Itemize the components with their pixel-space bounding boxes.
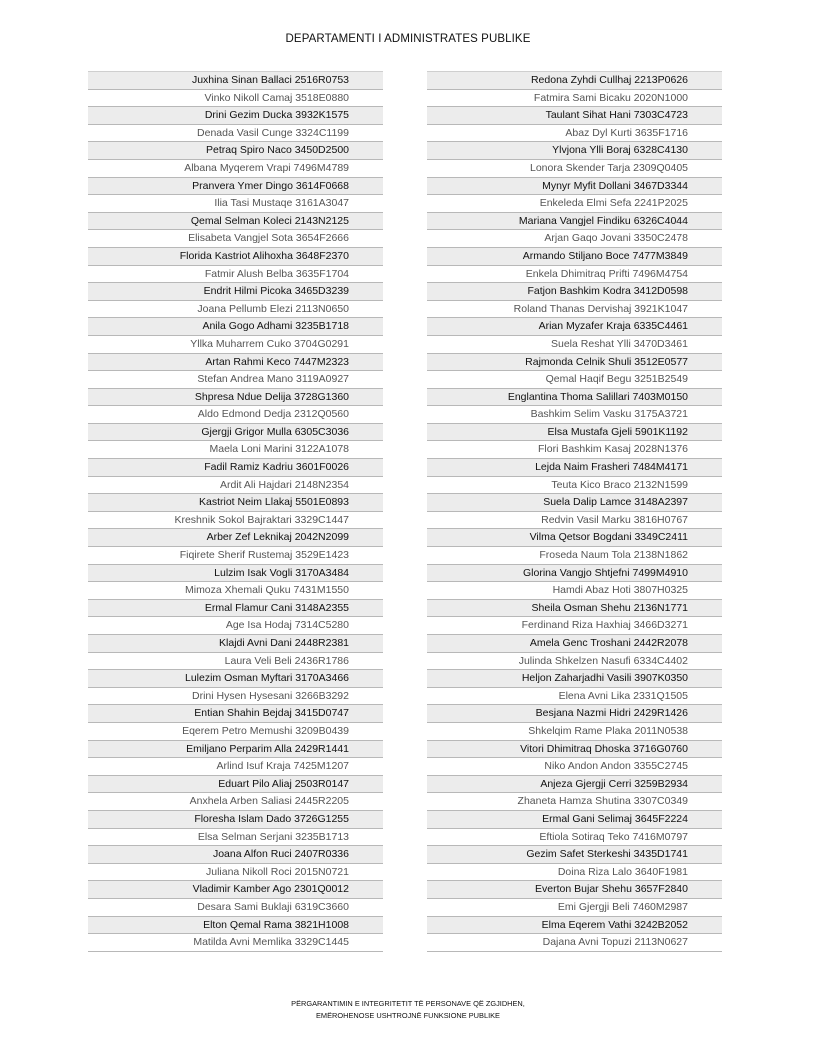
list-item: Vitori Dhimitraq Dhoska 3716G0760 xyxy=(427,741,722,759)
list-item: Emiljano Perparim Alla 2429R1441 xyxy=(88,741,383,759)
list-item: Albana Myqerem Vrapi 7496M4789 xyxy=(88,160,383,178)
list-item: Teuta Kico Braco 2132N1599 xyxy=(427,477,722,495)
list-item: Flori Bashkim Kasaj 2028N1376 xyxy=(427,441,722,459)
list-item: Sheila Osman Shehu 2136N1771 xyxy=(427,600,722,618)
list-item: Mariana Vangjel Findiku 6326C4044 xyxy=(427,213,722,231)
list-item: Vilma Qetsor Bogdani 3349C2411 xyxy=(427,529,722,547)
list-item: Eduart Pilo Aliaj 2503R0147 xyxy=(88,776,383,794)
list-item: Bashkim Selim Vasku 3175A3721 xyxy=(427,406,722,424)
list-item: Redona Zyhdi Cullhaj 2213P0626 xyxy=(427,72,722,90)
list-item: Eftiola Sotiraq Teko 7416M0797 xyxy=(427,829,722,847)
list-item: Stefan Andrea Mano 3119A0927 xyxy=(88,371,383,389)
list-item: Arian Myzafer Kraja 6335C4461 xyxy=(427,318,722,336)
list-item: Petraq Spiro Naco 3450D2500 xyxy=(88,142,383,160)
list-item: Elsa Selman Serjani 3235B1713 xyxy=(88,829,383,847)
list-item: Taulant Sihat Hani 7303C4723 xyxy=(427,107,722,125)
list-item: Besjana Nazmi Hidri 2429R1426 xyxy=(427,705,722,723)
list-item: Joana Alfon Ruci 2407R0336 xyxy=(88,846,383,864)
list-item: Everton Bujar Shehu 3657F2840 xyxy=(427,881,722,899)
list-item: Fatjon Bashkim Kodra 3412D0598 xyxy=(427,283,722,301)
list-item: Glorina Vangjo Shtjefni 7499M4910 xyxy=(427,565,722,583)
list-item: Shpresa Ndue Delija 3728G1360 xyxy=(88,389,383,407)
list-item: Laura Veli Beli 2436R1786 xyxy=(88,653,383,671)
right-name-column xyxy=(427,71,722,952)
footer xyxy=(0,998,816,1022)
list-item: Ilia Tasi Mustaqe 3161A3047 xyxy=(88,195,383,213)
list-item: Gezim Safet Sterkeshi 3435D1741 xyxy=(427,846,722,864)
list-item: Englantina Thoma Salillari 7403M0150 xyxy=(427,389,722,407)
list-item: Matilda Avni Memlika 3329C1445 xyxy=(88,934,383,952)
list-item: Florida Kastriot Alihoxha 3648F2370 xyxy=(88,248,383,266)
list-item: Kastriot Neim Llakaj 5501E0893 xyxy=(88,494,383,512)
list-item: Age Isa Hodaj 7314C5280 xyxy=(88,617,383,635)
list-item: Mynyr Myfit Dollani 3467D3344 xyxy=(427,178,722,196)
list-item: Fatmir Alush Belba 3635F1704 xyxy=(88,266,383,284)
list-item: Ferdinand Riza Haxhiaj 3466D3271 xyxy=(427,617,722,635)
list-item: Shkelqim Rame Plaka 2011N0538 xyxy=(427,723,722,741)
list-item: Arber Zef Leknikaj 2042N2099 xyxy=(88,529,383,547)
list-item: Anila Gogo Adhami 3235B1718 xyxy=(88,318,383,336)
list-item: Drini Hysen Hysesani 3266B3292 xyxy=(88,688,383,706)
list-item: Dajana Avni Topuzi 2113N0627 xyxy=(427,934,722,952)
list-item: Lejda Naim Frasheri 7484M4171 xyxy=(427,459,722,477)
list-item: Anxhela Arben Saliasi 2445R2205 xyxy=(88,793,383,811)
list-item: Lonora Skender Tarja 2309Q0405 xyxy=(427,160,722,178)
list-item: Vladimir Kamber Ago 2301Q0012 xyxy=(88,881,383,899)
list-item: Eqerem Petro Memushi 3209B0439 xyxy=(88,723,383,741)
list-item: Fiqirete Sherif Rustemaj 3529E1423 xyxy=(88,547,383,565)
list-item: Klajdi Avni Dani 2448R2381 xyxy=(88,635,383,653)
footer-line-2: EMËROHENOSE USHTROJNË FUNKSIONE PUBLIKE xyxy=(316,1011,500,1020)
list-item: Qemal Haqif Begu 3251B2549 xyxy=(427,371,722,389)
list-item: Lulzim Isak Vogli 3170A3484 xyxy=(88,565,383,583)
list-item: Drini Gezim Ducka 3932K1575 xyxy=(88,107,383,125)
list-item: Ylvjona Ylli Boraj 6328C4130 xyxy=(427,142,722,160)
list-item: Desara Sami Buklaji 6319C3660 xyxy=(88,899,383,917)
list-item: Juxhina Sinan Ballaci 2516R0753 xyxy=(88,72,383,90)
list-item: Niko Andon Andon 3355C2745 xyxy=(427,758,722,776)
list-item: Ardit Ali Hajdari 2148N2354 xyxy=(88,477,383,495)
list-item: Abaz Dyl Kurti 3635F1716 xyxy=(427,125,722,143)
list-item: Elton Qemal Rama 3821H1008 xyxy=(88,917,383,935)
list-item: Denada Vasil Cunge 3324C1199 xyxy=(88,125,383,143)
list-item: Entian Shahin Bejdaj 3415D0747 xyxy=(88,705,383,723)
list-item: Enkela Dhimitraq Prifti 7496M4754 xyxy=(427,266,722,284)
list-item: Pranvera Ymer Dingo 3614F0668 xyxy=(88,178,383,196)
list-item: Amela Genc Troshani 2442R2078 xyxy=(427,635,722,653)
list-item: Lulezim Osman Myftari 3170A3466 xyxy=(88,670,383,688)
list-item: Zhaneta Hamza Shutina 3307C0349 xyxy=(427,793,722,811)
list-item: Ermal Gani Selimaj 3645F2224 xyxy=(427,811,722,829)
list-item: Elena Avni Lika 2331Q1505 xyxy=(427,688,722,706)
list-item: Qemal Selman Koleci 2143N2125 xyxy=(88,213,383,231)
list-item: Rajmonda Celnik Shuli 3512E0577 xyxy=(427,354,722,372)
list-item: Arjan Gaqo Jovani 3350C2478 xyxy=(427,230,722,248)
list-item: Arlind Isuf Kraja 7425M1207 xyxy=(88,758,383,776)
left-name-column xyxy=(88,71,383,952)
list-item: Emi Gjergji Beli 7460M2987 xyxy=(427,899,722,917)
list-item: Ermal Flamur Cani 3148A2355 xyxy=(88,600,383,618)
list-item: Roland Thanas Dervishaj 3921K1047 xyxy=(427,301,722,319)
list-item: Mimoza Xhemali Quku 7431M1550 xyxy=(88,582,383,600)
list-item: Floresha Islam Dado 3726G1255 xyxy=(88,811,383,829)
list-item: Elsa Mustafa Gjeli 5901K1192 xyxy=(427,424,722,442)
list-item: Fatmira Sami Bicaku 2020N1000 xyxy=(427,90,722,108)
list-item: Hamdi Abaz Hoti 3807H0325 xyxy=(427,582,722,600)
list-item: Aldo Edmond Dedja 2312Q0560 xyxy=(88,406,383,424)
footer-line-1: PËRGARANTIMIN E INTEGRITETIT TË PERSONAVE QË ZGJIDHEN, xyxy=(291,999,525,1008)
list-item: Heljon Zaharjadhi Vasili 3907K0350 xyxy=(427,670,722,688)
list-item: Fadil Ramiz Kadriu 3601F0026 xyxy=(88,459,383,477)
list-item: Artan Rahmi Keco 7447M2323 xyxy=(88,354,383,372)
list-item: Froseda Naum Tola 2138N1862 xyxy=(427,547,722,565)
list-item: Endrit Hilmi Picoka 3465D3239 xyxy=(88,283,383,301)
list-item: Suela Dalip Lamce 3148A2397 xyxy=(427,494,722,512)
list-item: Elma Eqerem Vathi 3242B2052 xyxy=(427,917,722,935)
list-item: Elisabeta Vangjel Sota 3654F2666 xyxy=(88,230,383,248)
list-item: Enkeleda Elmi Sefa 2241P2025 xyxy=(427,195,722,213)
list-item: Suela Reshat Ylli 3470D3461 xyxy=(427,336,722,354)
page-title: DEPARTAMENTI I ADMINISTRATES PUBLIKE xyxy=(285,33,531,45)
list-item: Redvin Vasil Marku 3816H0767 xyxy=(427,512,722,530)
list-item: Vinko Nikoll Camaj 3518E0880 xyxy=(88,90,383,108)
list-item: Doina Riza Lalo 3640F1981 xyxy=(427,864,722,882)
list-item: Joana Pellumb Elezi 2113N0650 xyxy=(88,301,383,319)
list-item: Juliana Nikoll Roci 2015N0721 xyxy=(88,864,383,882)
list-item: Yllka Muharrem Cuko 3704G0291 xyxy=(88,336,383,354)
list-item: Gjergji Grigor Mulla 6305C3036 xyxy=(88,424,383,442)
list-item: Julinda Shkelzen Nasufi 6334C4402 xyxy=(427,653,722,671)
list-item: Kreshnik Sokol Bajraktari 3329C1447 xyxy=(88,512,383,530)
list-item: Maela Loni Marini 3122A1078 xyxy=(88,441,383,459)
list-item: Anjeza Gjergji Cerri 3259B2934 xyxy=(427,776,722,794)
list-item: Armando Stiljano Boce 7477M3849 xyxy=(427,248,722,266)
